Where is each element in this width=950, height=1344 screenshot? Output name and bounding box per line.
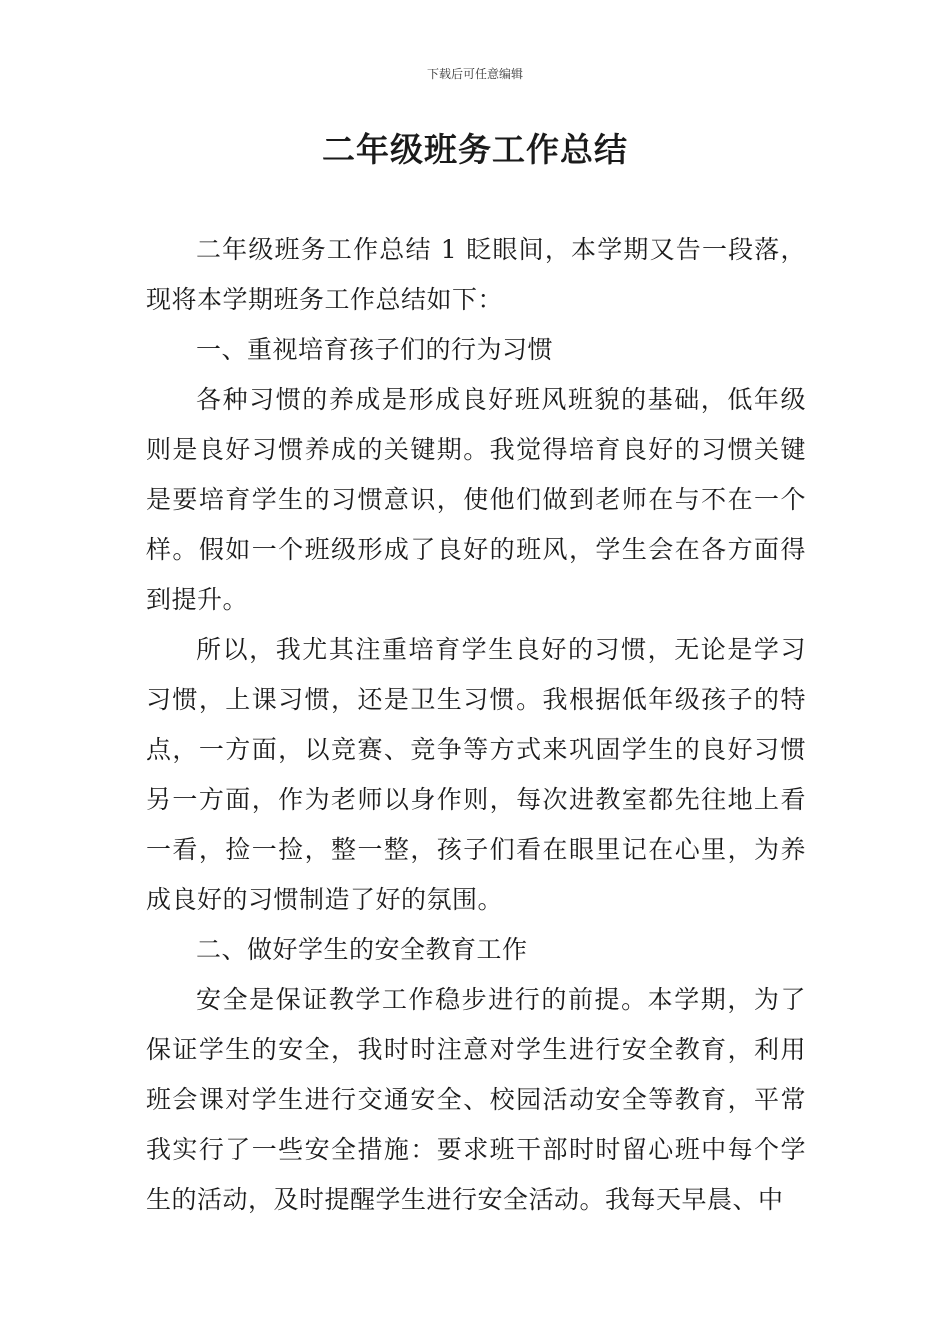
paragraph-intro: 二年级班务工作总结 1 眨眼间，本学期又告一段落，现将本学期班务工作总结如下： <box>146 235 806 314</box>
paragraph-safety: 安全是保证教学工作稳步进行的前提。本学期，为了保证学生的安全，我时时注意对学生进行安全教育，利用班会课对学生进行交通安全、校园活动安全等教育，平常我实行了一些安全措施：要求班干部时时留心班中每个学生的活动，及时提醒学生进行安全活动。我每天早晨、中 <box>146 985 806 1214</box>
page-header-note: 下载后可任意编辑 <box>426 67 523 81</box>
document-body <box>146 225 806 1225</box>
paragraph-habits-methods: 所以，我尤其注重培育学生良好的习惯，无论是学习习惯，上课习惯，还是卫生习惯。我根据低年级孩子的特点，一方面，以竞赛、竞争等方式来巩固学生的良好习惯另一方面，作为老师以身作则，每次进教室都先往地上看一看，捡一捡，整一整，孩子们看在眼里记在心里，为养成良好的习惯制造了好的氛围。 <box>146 635 806 914</box>
section-heading-safety: 二、做好学生的安全教育工作 <box>196 935 528 964</box>
document-title: 二年级班务工作总结 <box>322 130 628 169</box>
paragraph-habits-foundation: 各种习惯的养成是形成良好班风班貌的基础，低年级则是良好习惯养成的关键期。我觉得培育良好的习惯关键是要培育学生的习惯意识，使他们做到老师在与不在一个样。假如一个班级形成了良好的班风，学生会在各方面得到提升。 <box>146 385 806 614</box>
section-heading-habits: 一、重视培育孩子们的行为习惯 <box>196 335 554 364</box>
